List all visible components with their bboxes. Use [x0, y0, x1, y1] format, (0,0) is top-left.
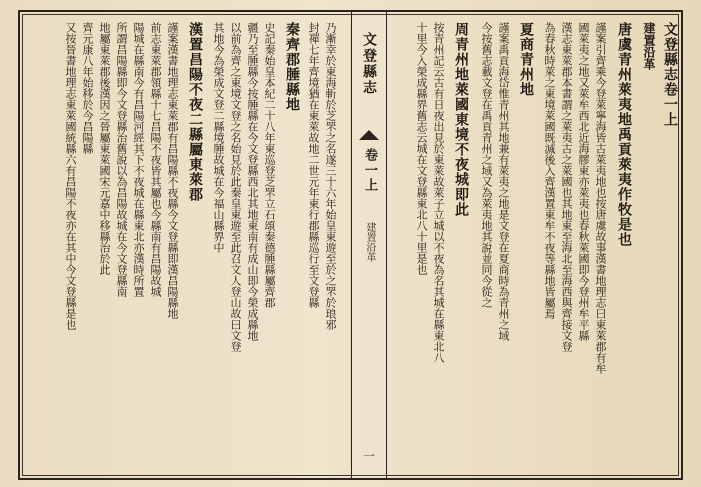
left-text-col-3: 史記秦始皇本紀二十八年東巡登芝罘立石頌秦德腄縣屬齊郡 — [263, 22, 276, 308]
page-frame — [18, 10, 683, 480]
left-text-col-5: 以前為齊之東境文登之名始見於此秦皇東遊至此召文人登山故曰文登 — [229, 22, 242, 352]
right-text-col-5: 謹案禹貢海岱惟青州其地兼有萊夷之地是文登在夏商時為青州之域 — [497, 22, 510, 341]
left-text-col-1: 乃漸幸於東海斬於芝罘之名遂三十六年始皇東遊至於之罘於琅邪 — [324, 22, 337, 330]
right-text-col-8: 十里今入榮成縣界舊志云城在文登縣東北八十里是也 — [415, 22, 428, 275]
left-subheading-1: 秦齊郡腄縣地 — [284, 22, 300, 112]
left-text-col-8: 前志東萊郡領縣十七昌陽不夜皆其屬也今縣南有昌陽故城 — [149, 22, 162, 297]
right-text-col-7: 按青州記云古有日夜出見於東萊故萊子立城以不夜為名其城在縣東北八 — [432, 22, 445, 363]
fishtail-mark-icon — [359, 130, 379, 140]
right-text-col-6: 今按舊志載文登在禹貢青州之域又為萊夷地其說並同今從之 — [480, 22, 493, 308]
left-text-col-6: 其地今為榮成文登二縣境腄故城在今福山縣界中 — [212, 22, 225, 253]
left-text-col-11: 地屬東萊郡後漢因之晉屬東萊國宋元嘉中移縣治於此 — [98, 22, 111, 275]
right-text-col-3: 漢志東萊郡本書謂之萊夷古之萊國也其地東至海北至海西與齊接文登 — [560, 22, 573, 352]
left-text-col-9: 陽城在縣南今有昌陽河經其下不夜城在縣東北亦漢時所置 — [132, 22, 145, 297]
left-text-col-7: 謹案漢書地理志東萊郡有昌陽縣不夜縣今文登縣即漢昌陽縣地 — [166, 22, 179, 319]
left-text-col-13: 又按晉書地理志東萊國統縣六有昌陽不夜亦在其中今文登縣是也 — [64, 22, 77, 330]
left-text-col-12: 齊元康八年始移於今昌陽縣 — [81, 22, 94, 154]
right-subheading-2: 夏商青州地 — [518, 22, 534, 97]
right-subheading-1: 唐虞青州萊夷地禹貢萊夷作牧是也 — [616, 22, 632, 247]
right-text-col-1: 謹案引齊乘今登萊寧海皆古萊夷地也按唐虞故事漢書地理志曰東萊郡有牟 — [594, 22, 607, 374]
left-text-col-4: 疆乃至腄縣今按腄縣在今文登縣西北其地東南有成山即今榮成縣地 — [246, 22, 259, 341]
right-text-col-4: 為春秋時萊之東境萊國既滅後入齊漢置東牟不夜等縣地皆屬焉 — [543, 22, 556, 319]
right-text-col-2: 國萊夷之地又萊牟西北近海膠東亦萊夷也春秋萊國即今登州牟平縣 — [577, 22, 590, 341]
right-subheading-3: 周青州地萊國東境不夜城即此 — [453, 22, 469, 217]
right-section-title: 建置沿革 — [642, 22, 656, 70]
center-left-rule — [350, 22, 351, 468]
book-title: 文登縣志 — [361, 32, 377, 96]
folio-number: 一 — [362, 449, 375, 463]
left-text-col-10: 所謂昌陽縣即今文登縣治舊說以為昌陽故城在今文登縣南 — [115, 22, 128, 297]
left-subheading-2: 漢置昌陽不夜二縣屬東萊郡 — [187, 22, 203, 202]
right-heading-main: 文登縣志卷一上 — [662, 22, 678, 127]
center-right-rule — [386, 22, 387, 468]
section-label: 建置沿革 — [364, 222, 375, 262]
center-strip — [351, 12, 387, 478]
juan-label: 卷一上 — [362, 148, 377, 193]
left-text-col-2: 封禪七年齊境猶在東萊故地二世元年東行郡縣巡行至文登縣 — [307, 22, 320, 308]
